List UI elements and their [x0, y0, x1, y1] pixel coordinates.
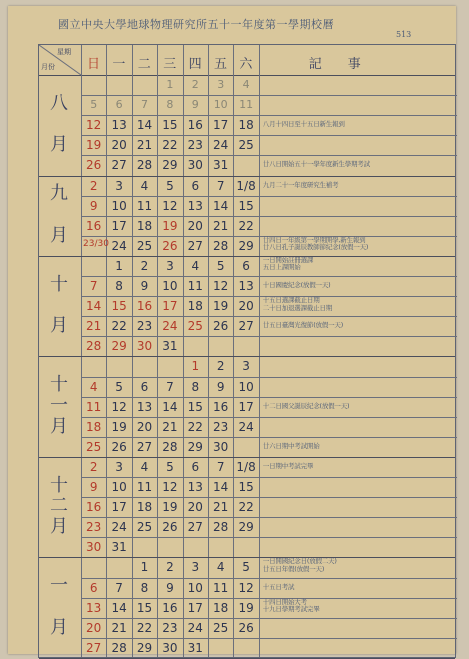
row-divider: [81, 316, 457, 317]
date-cell: 9: [166, 580, 174, 595]
date-cell: 4: [89, 379, 98, 394]
remark-note: 一日期中考試完畢: [262, 461, 314, 470]
date-cell: 18: [238, 118, 254, 133]
page-number: 513: [396, 30, 412, 39]
weekday-header-2: 二: [137, 57, 151, 72]
date-cell: 17: [111, 218, 127, 233]
date-cell: 24: [238, 419, 254, 434]
date-cell: 18: [86, 419, 102, 434]
date-cell: 6: [242, 258, 250, 273]
date-cell: 13: [111, 118, 127, 133]
date-cell: 16: [136, 299, 153, 314]
date-cell: 23: [213, 419, 229, 434]
date-cell: 13: [187, 198, 203, 213]
remark-note: 一日開始註冊選課 五日上課開始: [262, 255, 314, 272]
date-cell: 12: [213, 279, 229, 293]
date-cell: 6: [140, 379, 149, 394]
date-cell: 9: [216, 379, 225, 394]
row-divider: [39, 356, 455, 357]
date-cell: 18: [136, 218, 153, 233]
date-cell: 10: [111, 198, 127, 213]
remark-note: 十二日國父誕辰紀念(放假一天): [262, 401, 350, 410]
header-divider: [39, 75, 455, 76]
date-cell: 10: [187, 580, 203, 595]
date-cell: 7: [115, 580, 123, 595]
date-cell: 29: [238, 238, 254, 253]
date-cell: 27: [238, 319, 254, 334]
date-cell: 4: [216, 560, 225, 575]
date-cell: 24: [111, 238, 127, 253]
date-cell: 2: [216, 359, 225, 374]
date-cell: 7: [166, 379, 174, 394]
remark-note: 廿八日開始五十一學年度新生學期考試: [262, 160, 370, 169]
row-divider: [81, 638, 457, 639]
date-cell: 12: [238, 580, 254, 595]
date-cell: 22: [238, 218, 254, 233]
date-cell: 3: [242, 359, 250, 374]
date-cell: 3: [115, 459, 123, 474]
month-label: 十 二 月: [50, 474, 68, 538]
row-divider: [81, 618, 457, 619]
date-cell: 7: [140, 98, 148, 112]
date-cell: 27: [86, 640, 102, 655]
date-cell: 1: [140, 560, 149, 575]
date-cell: 2: [191, 78, 199, 91]
date-cell: 3: [217, 78, 225, 91]
date-cell: 9: [89, 198, 98, 213]
date-cell: 11: [136, 198, 153, 213]
date-cell: 23: [162, 620, 178, 635]
date-cell: 25: [187, 319, 203, 334]
date-cell: 4: [191, 258, 200, 273]
date-cell: 15: [136, 600, 153, 615]
remark-note: 一日開國紀念日(放假二天) 廿五日年假(放假一天): [262, 557, 337, 573]
date-cell: 14: [136, 118, 153, 133]
weekday-header-5: 五: [214, 57, 228, 72]
date-cell: 20: [136, 419, 153, 434]
column-divider: [81, 45, 82, 657]
date-cell: 21: [213, 218, 229, 233]
row-divider: [81, 578, 457, 579]
date-cell: 21: [213, 500, 229, 515]
column-divider: [233, 45, 234, 657]
column-divider: [132, 45, 133, 657]
date-cell: 10: [162, 279, 178, 293]
date-cell: 19: [111, 419, 127, 434]
date-cell: 11: [213, 580, 229, 595]
row-divider: [81, 417, 457, 418]
date-cell: 27: [187, 238, 203, 253]
row-divider: [39, 457, 455, 458]
date-cell: 7: [216, 178, 225, 193]
page-title: 國立中央大學地球物理研究所五十一年度第一學期校曆: [58, 18, 334, 31]
remark-note: 十五日選課截止日期 二十日加退選課截止日期: [262, 296, 333, 312]
date-cell: 16: [86, 218, 102, 233]
date-cell: 28: [136, 158, 153, 173]
date-cell: 30: [86, 540, 102, 555]
date-cell: 11: [136, 480, 153, 494]
date-cell: 29: [187, 439, 203, 454]
row-divider: [81, 537, 457, 538]
row-divider: [81, 216, 457, 217]
weekday-header-1: 一: [112, 57, 126, 72]
date-cell: 2: [166, 560, 174, 575]
row-divider: [81, 95, 457, 96]
date-cell: 15: [162, 118, 178, 133]
remark-note: 八月十四日至十五日新生報到: [262, 120, 345, 129]
column-divider: [106, 45, 107, 657]
remark-note: 十五日考試: [262, 582, 295, 591]
date-cell: 31: [111, 540, 127, 555]
date-cell: 21: [136, 138, 153, 153]
calendar-grid: [38, 44, 456, 658]
date-cell: 13: [86, 600, 102, 615]
date-cell: 3: [191, 560, 200, 575]
date-cell: 2: [89, 178, 98, 193]
date-cell: 20: [187, 218, 203, 233]
date-cell: 16: [162, 600, 178, 615]
date-cell: 29: [111, 339, 127, 354]
row-divider: [81, 497, 457, 498]
row-divider: [39, 176, 455, 177]
date-cell: 22: [187, 419, 203, 434]
date-cell: 17: [238, 399, 254, 414]
row-divider: [81, 276, 457, 277]
date-cell: 29: [162, 158, 178, 173]
date-cell: 26: [238, 620, 254, 635]
date-cell: 3: [166, 258, 174, 273]
date-cell: 20: [111, 138, 127, 153]
date-cell: 17: [111, 500, 127, 515]
date-cell: 11: [187, 279, 203, 293]
date-cell: 26: [111, 439, 127, 454]
column-divider: [183, 45, 184, 657]
weekday-header-3: 三: [163, 57, 177, 72]
date-cell: 1/8: [236, 178, 256, 193]
date-cell: 8: [115, 279, 123, 293]
date-cell: 13: [238, 279, 254, 293]
date-cell: 24: [111, 520, 127, 535]
date-cell: 17: [162, 299, 178, 314]
date-cell: 23: [187, 138, 203, 153]
date-cell: 22: [162, 138, 178, 153]
date-cell: 10: [238, 379, 254, 394]
date-cell: 5: [242, 560, 250, 575]
date-cell: 11: [86, 399, 102, 414]
date-cell: 26: [213, 319, 229, 334]
date-cell: 16: [187, 118, 203, 133]
date-cell: 1: [115, 258, 123, 273]
date-cell: 25: [136, 238, 153, 253]
remark-note: 廿五日臺灣光復節(放假一天): [262, 321, 344, 330]
date-cell: 27: [136, 439, 153, 454]
date-cell: 16: [213, 399, 229, 414]
date-cell: 15: [238, 480, 254, 494]
date-cell: 31: [162, 339, 178, 354]
header-corner-month: 月份: [41, 63, 55, 71]
date-cell: 30: [213, 439, 229, 454]
date-cell: 25: [136, 520, 153, 535]
date-cell: 5: [90, 98, 98, 112]
date-cell: 14: [213, 198, 229, 213]
date-cell: 12: [162, 480, 178, 494]
date-cell: 26: [162, 520, 178, 535]
date-cell: 19: [162, 500, 178, 515]
header-diagonal: [39, 45, 81, 75]
date-cell: 22: [111, 319, 127, 334]
date-cell: 27: [187, 520, 203, 535]
date-cell: 8: [191, 379, 200, 394]
date-cell: 20: [187, 500, 203, 515]
date-cell: 21: [111, 620, 127, 635]
date-cell: 19: [86, 138, 102, 153]
date-cell: 30: [187, 158, 203, 173]
date-cell: 12: [86, 118, 102, 133]
remark-note: 九月二十一年度研究生補考: [262, 180, 339, 189]
date-cell: 1: [191, 359, 200, 374]
date-cell: 19: [213, 299, 229, 314]
date-cell: 4: [242, 78, 250, 91]
date-cell: 13: [136, 399, 153, 414]
date-cell: 4: [140, 459, 149, 474]
date-cell: 10: [213, 98, 228, 112]
date-cell: 24: [162, 319, 178, 334]
date-cell: 10: [111, 480, 127, 494]
row-divider: [81, 437, 457, 438]
date-cell: 31: [187, 640, 203, 655]
date-cell: 24: [213, 138, 229, 153]
date-cell: 6: [115, 98, 123, 112]
date-cell: 9: [191, 98, 199, 112]
date-cell: 18: [213, 600, 229, 615]
remark-note: 十日國慶紀念(放假一天): [262, 281, 331, 289]
date-cell: 2: [89, 459, 98, 474]
date-cell: 11: [239, 98, 254, 112]
date-cell: 19: [238, 600, 254, 615]
date-cell: 28: [86, 339, 102, 354]
calendar-sheet: [8, 6, 456, 654]
remark-note: 十四日開始大考 十九日學期考試完畢: [262, 597, 320, 614]
date-cell: 18: [136, 500, 153, 515]
date-cell: 14: [86, 299, 102, 314]
date-cell: 30: [136, 339, 153, 354]
date-cell: 2: [140, 258, 149, 273]
weekday-header-4: 四: [188, 57, 202, 72]
date-cell: 21: [86, 319, 102, 334]
column-divider: [259, 45, 260, 657]
date-cell: 15: [111, 299, 127, 314]
row-divider: [81, 517, 457, 518]
date-cell: 20: [86, 620, 102, 635]
date-cell: 12: [162, 198, 178, 213]
date-cell: 9: [89, 480, 98, 494]
date-cell: 5: [115, 379, 123, 394]
month-label: 十 一 月: [50, 374, 68, 437]
weekday-header-0: 日: [87, 57, 101, 72]
date-cell: 6: [191, 459, 200, 474]
date-cell: 8: [166, 98, 174, 112]
date-cell: 1/8: [236, 459, 256, 474]
date-cell: 13: [187, 480, 203, 494]
date-cell: 5: [216, 258, 225, 273]
date-cell: 17: [213, 118, 229, 133]
date-cell: 18: [187, 299, 203, 314]
date-cell: 24: [187, 620, 203, 635]
date-cell: 8: [140, 580, 149, 595]
date-cell: 25: [86, 439, 102, 454]
month-label: 九 月: [50, 183, 68, 246]
row-divider: [81, 155, 457, 156]
date-cell: 22: [136, 620, 153, 635]
remark-note: 廿六日期中考試開始: [262, 441, 320, 450]
date-cell: 23: [86, 520, 102, 535]
date-cell: 15: [187, 399, 203, 414]
date-cell: 7: [89, 279, 98, 293]
row-divider: [81, 377, 457, 378]
date-cell: 20: [238, 299, 254, 314]
row-divider: [39, 256, 455, 257]
column-divider: [157, 45, 158, 657]
date-cell: 21: [162, 419, 178, 434]
date-cell: 29: [136, 640, 153, 655]
date-cell: 28: [111, 640, 127, 655]
month-label: 一 月: [50, 575, 68, 638]
date-cell: 1: [166, 78, 174, 91]
date-cell: 19: [162, 218, 178, 233]
row-divider: [81, 135, 457, 136]
row-divider: [81, 336, 457, 337]
date-cell: 25: [238, 138, 254, 153]
date-cell: 25: [213, 620, 229, 635]
date-cell: 28: [162, 439, 178, 454]
row-divider: [39, 557, 455, 558]
date-cell: 14: [213, 480, 229, 494]
date-cell: 28: [213, 238, 229, 253]
date-cell: 14: [111, 600, 127, 615]
date-cell: 12: [111, 399, 127, 414]
date-cell: 23: [136, 319, 153, 334]
date-cell: 26: [86, 158, 102, 173]
month-label: 八 月: [50, 92, 68, 156]
date-cell: 27: [111, 158, 127, 173]
row-divider: [81, 477, 457, 478]
date-cell: 6: [89, 580, 98, 595]
date-cell: 14: [162, 399, 178, 414]
date-cell: 31: [213, 158, 229, 173]
remark-note: 廿四日一年級第一學期開學,新生報到 廿八日孔子誕辰教師節紀念(放假一天): [262, 235, 369, 252]
column-divider: [208, 45, 209, 657]
date-cell: 9: [140, 279, 149, 293]
date-cell: 29: [238, 520, 254, 535]
row-divider: [81, 115, 457, 116]
date-cell: 5: [166, 178, 174, 193]
date-cell: 22: [238, 500, 254, 515]
date-cell: 16: [86, 500, 102, 515]
weekday-header-6: 六: [239, 57, 253, 72]
date-cell: 15: [238, 198, 254, 213]
date-cell: 5: [166, 459, 174, 474]
header-corner-weekday: 星期: [57, 48, 71, 56]
date-cell: 7: [216, 459, 225, 474]
date-cell: 23/30: [83, 238, 109, 249]
date-cell: 26: [162, 238, 178, 253]
date-cell: 17: [187, 600, 203, 615]
date-cell: 6: [191, 178, 200, 193]
row-divider: [81, 397, 457, 398]
row-divider: [81, 196, 457, 197]
remarks-header: 記 事: [308, 57, 361, 72]
month-label: 十 月: [50, 273, 68, 337]
date-cell: 28: [213, 520, 229, 535]
date-cell: 30: [162, 640, 178, 655]
date-cell: 4: [140, 178, 149, 193]
date-cell: 3: [115, 178, 123, 193]
